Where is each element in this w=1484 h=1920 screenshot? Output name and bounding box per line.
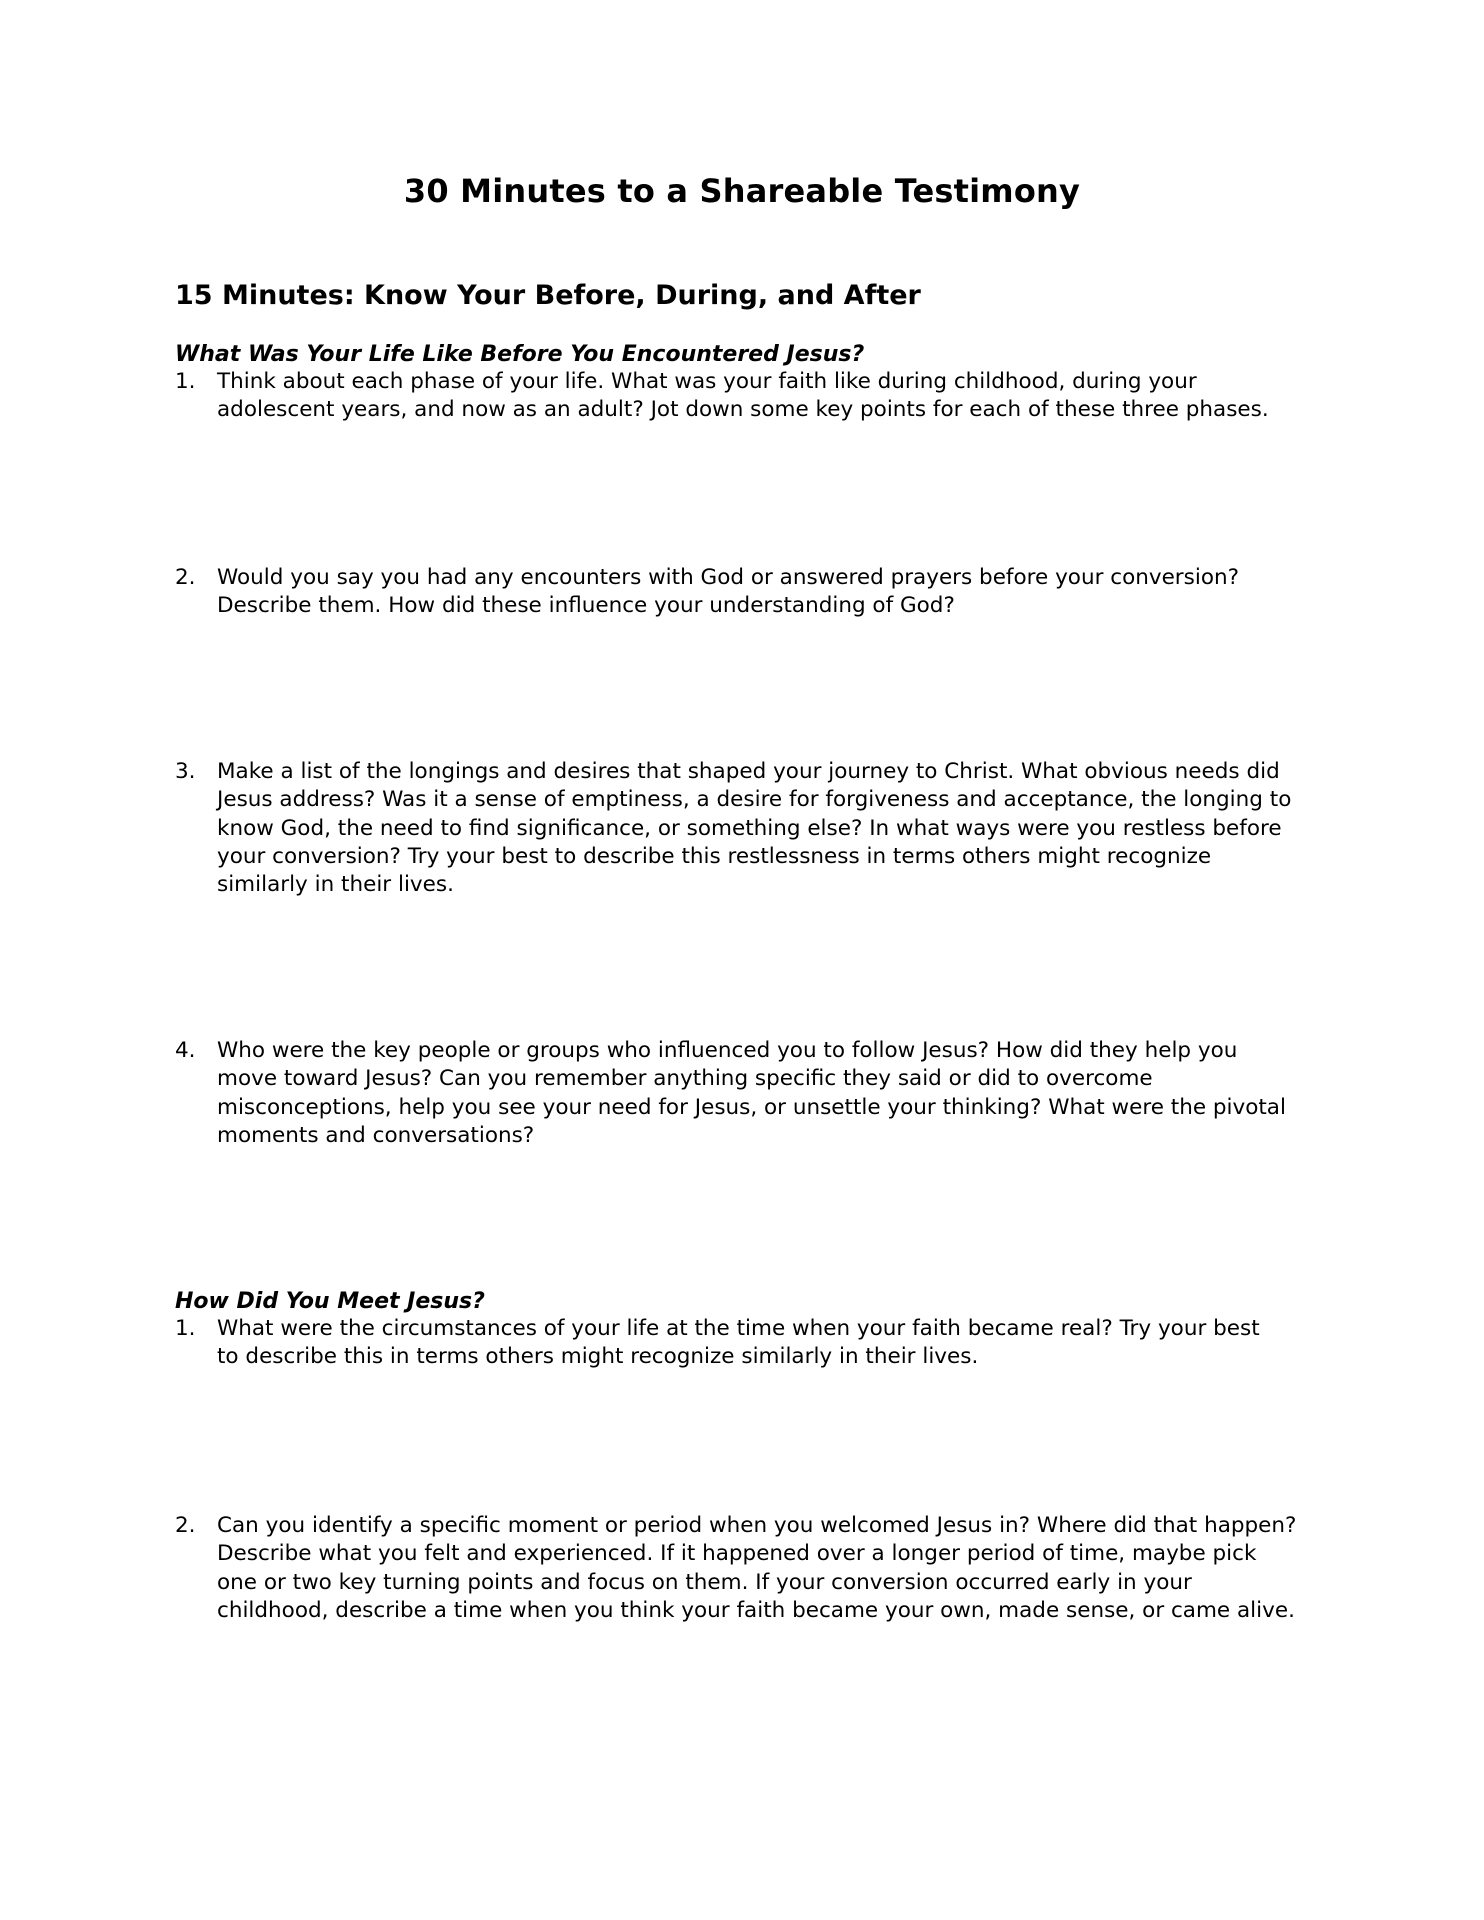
question-number: 3. bbox=[175, 759, 196, 784]
before-subheading: What Was Your Life Like Before You Encountered Jesus? bbox=[175, 342, 865, 367]
question-number: 4. bbox=[175, 1038, 196, 1063]
before-question-2 bbox=[175, 564, 1325, 621]
question-number: 1. bbox=[175, 369, 196, 394]
question-text: Make a list of the longings and desires that shaped your journey to Christ. What obvious needs did Jesus address? Was it a sense of emptiness, a desire for forgiveness and acceptance, the longing to know God, the need to find significance, or something else? In what ways were you restless before your conversion? Try your best to describe this restlessness in terms others might recognize similarly in their lives. bbox=[217, 759, 1292, 898]
during-question-1 bbox=[175, 1315, 1325, 1372]
before-question-4 bbox=[175, 1037, 1325, 1150]
before-question-3 bbox=[175, 758, 1325, 899]
before-question-1 bbox=[175, 368, 1325, 425]
section-heading: 15 Minutes: Know Your Before, During, and After bbox=[175, 280, 921, 311]
question-text: Would you say you had any encounters with God or answered prayers before your conversion? Describe them. How did these influence your understanding of God? bbox=[217, 565, 1240, 619]
question-number: 1. bbox=[175, 1316, 196, 1341]
question-number: 2. bbox=[175, 1513, 196, 1538]
question-text: Who were the key people or groups who influenced you to follow Jesus? How did they help you move toward Jesus? Can you remember anything specific they said or did to overcome misconceptions, help you see your need for Jesus, or unsettle your thinking? What were the pivotal moments and conversations? bbox=[217, 1038, 1286, 1148]
question-text: What were the circumstances of your life at the time when your faith became real? Try your best to describe this in terms others might recognize similarly in their lives. bbox=[217, 1316, 1260, 1370]
page-title: 30 Minutes to a Shareable Testimony bbox=[403, 172, 1081, 210]
during-question-2 bbox=[175, 1512, 1325, 1625]
question-number: 2. bbox=[175, 565, 196, 590]
question-text: Think about each phase of your life. What was your faith like during childhood, during your adolescent years, and now as an adult? Jot down some key points for each of these three phases. bbox=[217, 369, 1269, 423]
during-subheading: How Did You Meet Jesus? bbox=[175, 1289, 485, 1314]
question-text: Can you identify a specific moment or period when you welcomed Jesus in? Where did that happen? Describe what you felt and experienced. If it happened over a longer period of time, maybe pick one or two key turning points and focus on them. If your conversion occurred early in your childhood, describe a time when you think your faith became your own, made sense, or came alive. bbox=[217, 1513, 1297, 1623]
